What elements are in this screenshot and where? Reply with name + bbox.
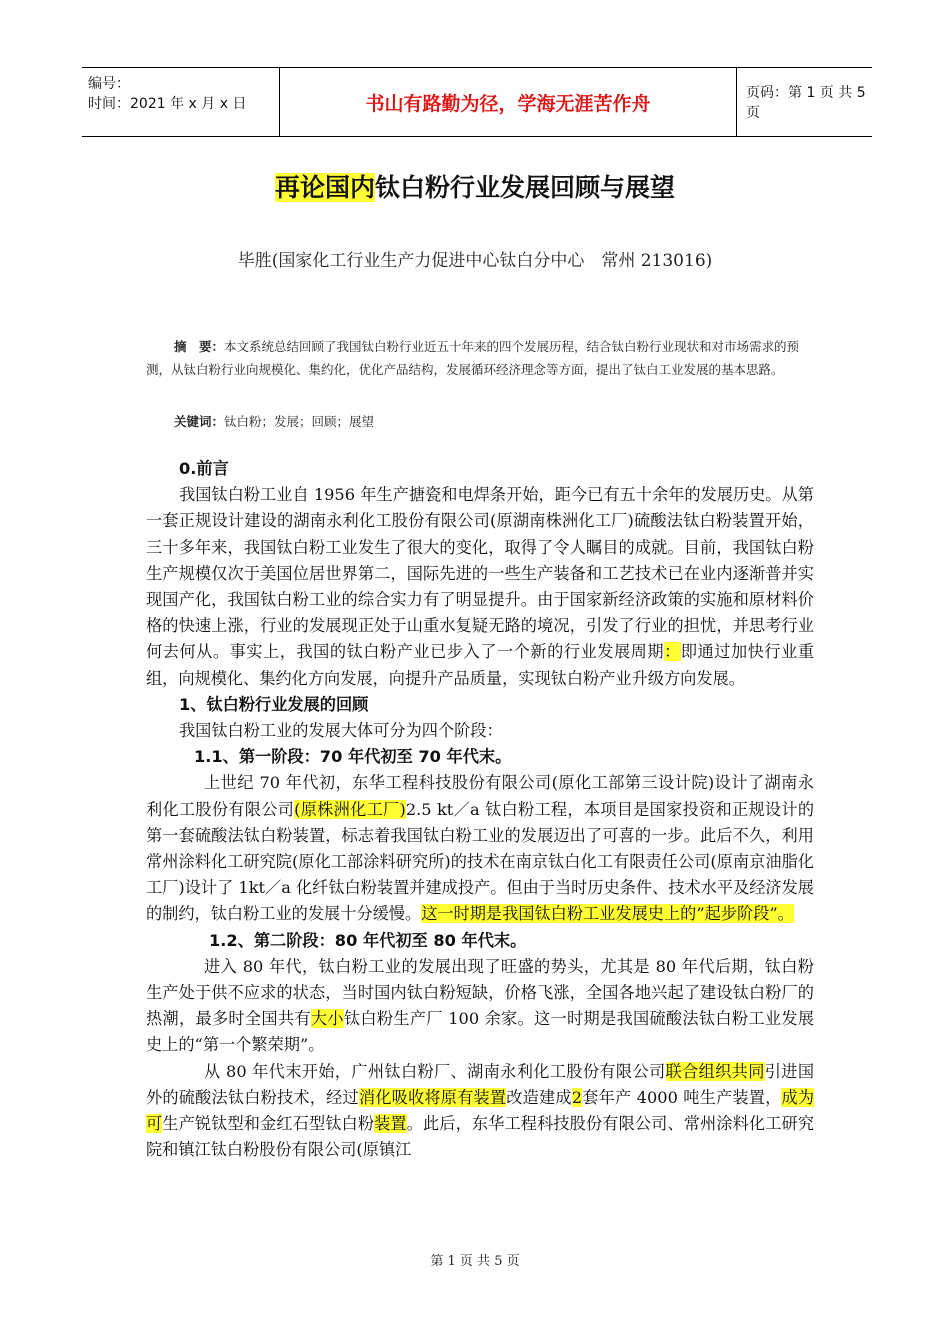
document-number-label: 编号： (88, 76, 130, 92)
stage2-continuation-paragraph (146, 1059, 814, 1164)
highlight: 成为可 (146, 1087, 815, 1134)
text-run: 引进国外的硫酸法钛白粉技术，经过 (146, 1061, 815, 1107)
preface-paragraph (146, 482, 814, 692)
stage1-heading: 1.1、第一阶段：70 年代初至 70 年代末。 (194, 747, 512, 767)
text-run: 。此后，东华工程科技股份有限公司、常州涂料化工研究院和镇江钛白粉股份有限公司(原镇江 (146, 1114, 815, 1160)
text-run: 钛白粉生产厂 100 余家。这一时期是我国硫酸法钛白粉工业发展史上的“第一个繁荣期”。 (146, 1009, 815, 1055)
highlight: 消化吸收将原有装置 (358, 1087, 507, 1107)
highlight: 装置 (374, 1114, 407, 1134)
highlight: 2 (571, 1087, 583, 1107)
keywords-label: 关键词： (174, 414, 225, 429)
keywords (174, 412, 374, 430)
review-heading: 1、钛白粉行业发展的回顾 (179, 694, 369, 714)
stage1-paragraph (146, 770, 814, 927)
stage2-paragraph (146, 954, 814, 1059)
author-line: 毕胜(国家化工行业生产力促进中心钛白分中心 常州 213016) (237, 251, 713, 271)
abstract (146, 335, 822, 381)
highlight: 大小 (310, 1009, 344, 1029)
highlight: 这一时期是我国钛白粉工业发展史上的”起步阶段”。 (421, 904, 794, 924)
text-run: 上世纪 70 年代初，东华工程科技股份有限公司(原化工部第三设计院)设计了湖南永利化工股份有限公司 (146, 773, 814, 819)
document-title (0, 168, 950, 204)
keywords-text: 钛白粉；发展；回顾；展望 (224, 414, 375, 429)
header-meta (88, 74, 246, 114)
document-time: 时间：2021 年 x 月 x 日 (88, 96, 247, 112)
stage2-heading: 1.2、第二阶段：80 年代初至 80 年代末。 (209, 930, 527, 950)
text-run: 从 80 年代末开始，广州钛白粉厂、湖南永利化工股份有限公司 (204, 1061, 666, 1081)
title-highlight: 再论国内 (274, 173, 375, 202)
text-run: 我国钛白粉工业自 1956 年生产搪瓷和电焊条开始，距今已有五十余年的发展历史。从第一套正规设计建设的湖南永利化工股份有限公司(原湖南株洲化工厂)硫酸法钛白粉装置开始，三十多年来，我国钛白粉工业发生了很大的变化，取得了令人瞩目的成就。目前，我国钛白粉生产规模仅次于美国位居世界第二，国际先进的一些生产装备和工艺技术已在业内逐渐普并实现国产化，我国钛白粉工业的综合实力有了明显提升。由于国家新经济政策的实施和原材料价格的快速上涨，行业的发展现正处于山重水复疑无路的境况，引发了行业的担忧，并思考行业何去何从。事实上，我国的钛白粉产业已步入了一个新的行业发展周期 (146, 485, 814, 662)
text-run: 套年产 4000 吨生产装置， (582, 1087, 782, 1107)
abstract-text: 本文系统总结回顾了我国钛白粉行业近五十年来的四个发展历程，结合钛白粉行业现状和对市场需求的预测，从钛白粉行业向规模化、集约化，优化产品结构，发展循环经济理念等方面，提出了钛白工业发展的基本思路。 (146, 339, 800, 377)
preface-heading: 0.前言 (179, 459, 229, 478)
text-run: 改造建成 (506, 1087, 572, 1107)
highlight: 联合组织共同 (665, 1061, 765, 1081)
body-text (146, 456, 814, 1163)
header-motto: 书山有路勤为径，学海无涯苦作舟 (279, 68, 737, 136)
review-intro: 我国钛白粉工业的发展大体可分为四个阶段： (179, 721, 503, 741)
title-rest: 钛白粉行业发展回顾与展望 (375, 173, 676, 202)
abstract-label: 摘 要： (174, 339, 225, 354)
header-page-info: 页码：第 1 页 共 5 页 (746, 85, 866, 121)
highlight: (原株洲化工厂) (294, 799, 406, 819)
document-header (82, 67, 872, 137)
text-run: 进入 80 年代，钛白粉工业的发展出现了旺盛的势头，尤其是 80 年代后期，钛白粉生产处于供不应求的状态，当时国内钛白粉短缺，价格飞涨，全国各地兴起了建设钛白粉厂的热潮，最多时全国共有 (146, 956, 814, 1029)
text-run: 2.5 kt／a 钛白粉工程，本项目是国家投资和正规设计的第一套硫酸法钛白粉装置，标志着我国钛白粉工业的发展迈出了可喜的一步。此后不久，利用常州涂料化工研究院(原化工部涂料研究所)的技术在南京钛白化工有限责任公司(原南京油脂化工厂)设计了 1kt／a 化纤钛白粉装置并建成投产。但由于当时历史条件、技术水平及经济发展的制约，钛白粉工业的发展十分缓慢。 (146, 799, 815, 924)
highlight: ： (664, 642, 681, 662)
text-run: 生产锐钛型和金红石型钛白粉 (162, 1114, 375, 1134)
page-footer: 第 1 页 共 5 页 (430, 1254, 520, 1269)
text-run: 即通过加快行业重组，向规模化、集约化方向发展，向提升产品质量，实现钛白粉产业升级方向发展。 (146, 642, 815, 688)
